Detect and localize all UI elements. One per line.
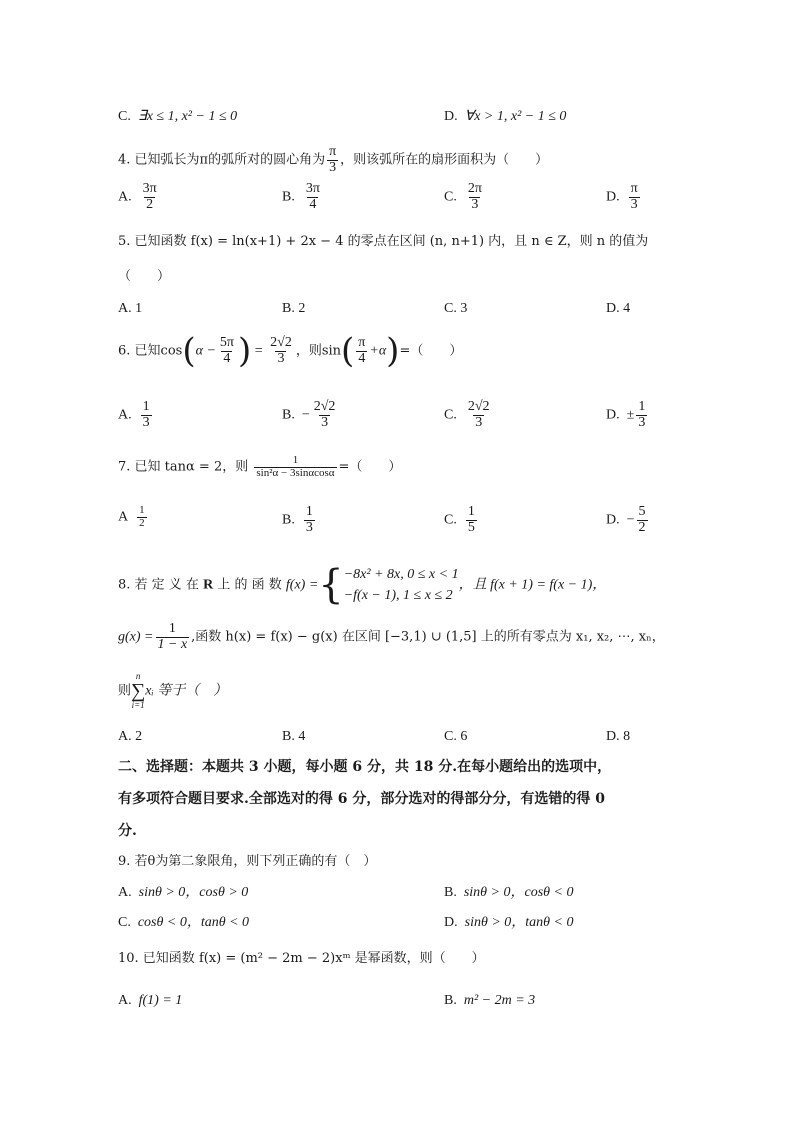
brace-icon: { [318,562,344,608]
q6-option-c[interactable]: C. $\frac{2√2}{3}$ [444,399,490,430]
q8-stem-line3: 则 n ∑ i=1 xᵢ 等于（ ） [118,671,228,710]
q5-option-c[interactable]: C. 3 [444,301,468,316]
section2-line2: 有多项符合题目要求.全部选对的得 6 分，部分选对的得部分分，有选错的得 0 [118,791,605,807]
q4-option-c[interactable]: C. $\frac{2\pi}{3}$ [444,181,482,212]
q6-option-a[interactable]: A. $\frac{1}{3}$ [118,399,150,430]
q7-option-a[interactable]: A $\frac{1}{2}$ [118,504,145,529]
q5-stem: 5. 已知函数 f(x) = ln(x+1) + 2x − 4 的零点在区间 (n, n+1) 内，且 n ∈ Z，则 n 的值为 [118,234,649,249]
q6-stem: 6. 已知cos(α − $\frac{5\pi}{4}$ ) = $\frac{2√2}{3}$ ，则sin( $\frac{\pi}{4}$ +α)=（ ） [118,331,463,371]
q8-piecewise: −8x² + 8x, 0 ≤ x < 1 −f(x − 1), 1 ≤ x ≤ 2 [343,567,459,603]
q7-option-b[interactable]: B. $\frac{1}{3}$ [282,504,313,535]
q4-option-a[interactable]: A. $\frac{3\pi}{2}$ [118,181,157,212]
q5-paren: （ ） [118,269,171,284]
section2-line1: 二、选择题：本题共 3 小题，每小题 6 分，共 18 分.在每小题给出的选项中， [118,759,612,775]
summation-icon: n ∑ i=1 [131,671,146,710]
q7-option-d[interactable]: D. − $\frac{5}{2}$ [606,504,646,535]
q9-option-a[interactable]: A. sinθ > 0，cosθ > 0 [118,885,249,900]
q10-stem: 10. 已知函数 f(x) = (m² − 2m − 2)xᵐ 是幂函数，则（ ） [118,951,485,966]
paren-right-icon: ) [237,331,252,371]
q4-stem: 4. 已知弧长为π的弧所对的圆心角为 $\frac{\pi}{3}$ ，则该弧所在的扇形面积为（ ） [118,144,549,175]
paren-left-icon: ( [182,331,196,371]
q8-stem-line1: 8. 若 定 义 在 R 上 的 函 数 f(x) ={ −8x² + 8x, 0 ≤ x < 1 −f(x − 1), 1 ≤ x ≤ 2 ，且 f(x + 1) = f(x − 1)， [118,562,607,608]
q4-option-d[interactable]: D. $\frac{\pi}{3}$ [606,181,638,212]
paren-left-icon: ( [341,331,355,371]
q5-option-d[interactable]: D. 4 [606,301,631,316]
q8-stem-line2: g(x) = $\frac{1}{1 - x}$ ,函数 h(x) = f(x) − g(x) 在区间 [−3,1) ∪ (1,5] 上的所有零点为 x₁, x₂, ⋯, xₙ， [118,621,665,652]
q8-option-a[interactable]: A. 2 [118,729,143,744]
q4-option-b[interactable]: B. $\frac{3\pi}{4}$ [282,181,320,212]
q5-option-a[interactable]: A. 1 [118,301,143,316]
q4-stem-fraction: $\frac{\pi}{3}$ [329,144,337,175]
q7-option-c[interactable]: C. $\frac{1}{5}$ [444,504,475,535]
q9-option-d[interactable]: D. sinθ > 0，tanθ < 0 [444,915,574,930]
q8-option-c[interactable]: C. 6 [444,729,468,744]
q7-stem: 7. 已知 tanα = 2，则 $\frac{1}{\text{sin²α − 3sinαcosα}}$ =（ ） [118,454,402,479]
q10-option-b[interactable]: B. m² − 2m = 3 [444,993,536,1008]
q3-option-c[interactable]: C. ∃x ≤ 1, x² − 1 ≤ 0 [118,109,238,124]
q8-option-b[interactable]: B. 4 [282,729,306,744]
q3-option-d[interactable]: D. ∀x > 1, x² − 1 ≤ 0 [444,109,567,124]
q9-option-b[interactable]: B. sinθ > 0，cosθ < 0 [444,885,574,900]
section2-line3: 分. [118,823,137,839]
q6-option-b[interactable]: B. − $\frac{2√2}{3}$ [282,399,336,430]
q9-option-c[interactable]: C. cosθ < 0，tanθ < 0 [118,915,250,930]
q10-option-a[interactable]: A. f(1) = 1 [118,993,183,1008]
q6-option-d[interactable]: D. ± $\frac{1}{3}$ [606,399,646,430]
paren-right-icon: ) [386,331,400,371]
q5-option-b[interactable]: B. 2 [282,301,306,316]
q8-option-d[interactable]: D. 8 [606,729,631,744]
q9-stem: 9. 若θ为第二象限角，则下列正确的有（ ） [118,854,377,869]
